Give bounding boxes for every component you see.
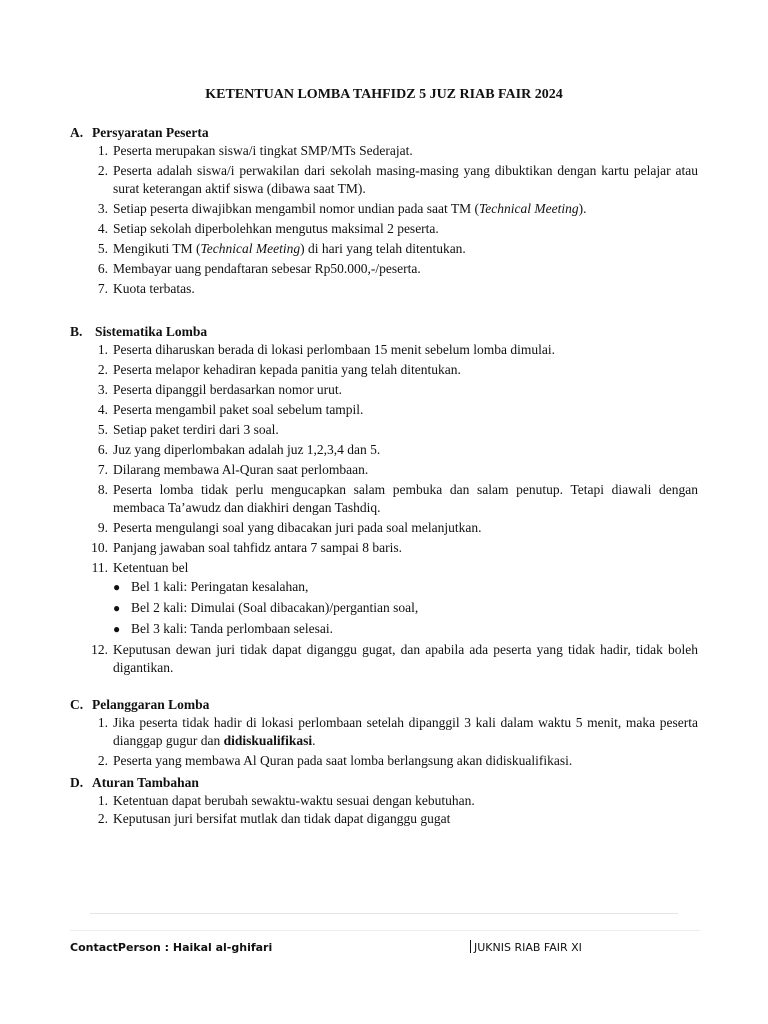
section-heading: D. Aturan Tambahan: [70, 775, 199, 790]
list-item: 4. Peserta mengambil paket soal sebelum tampil.: [97, 402, 364, 417]
system-list: [70, 341, 698, 677]
section-heading: A. Persyaratan Peserta: [70, 125, 209, 140]
list-item: 1. Peserta merupakan siswa/i tingkat SMP/MTs Sederajat.: [97, 143, 413, 158]
list-item: 7. Dilarang membawa Al-Quran saat perlombaan.: [97, 462, 369, 477]
bullet-icon: ●: [113, 580, 121, 594]
violation-list: [70, 714, 698, 770]
list-item: 2. Peserta yang membawa Al Quran pada saat lomba berlangsung akan didiskualifikasi.: [97, 753, 573, 768]
list-item: 6. Juz yang diperlombakan adalah juz 1,2,3,4 dan 5.: [97, 442, 381, 457]
list-item: ● Bel 3 kali: Tanda perlombaan selesai.: [113, 621, 333, 636]
section-heading: C. Pelanggaran Lomba: [70, 697, 210, 712]
list-item: 11. Ketentuan bel: [91, 560, 189, 575]
footer-divider: [90, 913, 678, 914]
list-item: 1. Jika peserta tidak hadir di lokasi perlombaan setelah dipanggil 3 kali dalam waktu 5 menit, maka peserta dianggap gugur dan didiskualifikasi.: [97, 715, 698, 748]
footer-contact: ContactPerson : Haikal al-ghifari: [70, 941, 273, 954]
footer-divider: [70, 930, 700, 931]
footer-doc-label: JUKNIS RIAB FAIR XI: [470, 940, 582, 954]
list-item: 10. Panjang jawaban soal tahfidz antara 7 sampai 8 baris.: [91, 540, 403, 555]
list-item: 2. Peserta adalah siswa/i perwakilan dari sekolah masing-masing yang dibuktikan dengan kartu pelajar atau surat keterangan aktif siswa (dibawa saat TM).: [97, 163, 698, 196]
separator-bar: [470, 940, 471, 953]
list-item: 4. Setiap sekolah diperbolehkan mengutus maksimal 2 peserta.: [97, 221, 439, 236]
section-heading: B. Sistematika Lomba: [70, 324, 208, 339]
list-item: 1. Peserta diharuskan berada di lokasi perlombaan 15 menit sebelum lomba dimulai.: [97, 342, 556, 357]
requirements-list: [70, 142, 698, 298]
document-title: KETENTUAN LOMBA TAHFIDZ 5 JUZ RIAB FAIR 2024: [205, 87, 563, 102]
bell-list: [113, 577, 698, 641]
list-item: 12. Keputusan dewan juri tidak dapat diganggu gugat, dan apabila ada peserta yang tidak hadir, tidak boleh digantikan.: [91, 642, 698, 675]
list-item: ● Bel 1 kali: Peringatan kesalahan,: [113, 579, 309, 594]
list-item: 5. Mengikuti TM (Technical Meeting) di hari yang telah ditentukan.: [97, 241, 466, 256]
bullet-icon: ●: [113, 601, 121, 615]
list-item: 2. Keputusan juri bersifat mutlak dan tidak dapat diganggu gugat: [97, 811, 451, 826]
list-item: 8. Peserta lomba tidak perlu mengucapkan salam pembuka dan salam penutup. Tetapi diawali dengan membaca Ta’awudz dan diakhiri dengan Tashdiq.: [97, 482, 698, 515]
section-b: [70, 323, 698, 679]
list-item: 3. Setiap peserta diwajibkan mengambil nomor undian pada saat TM (Technical Meeting).: [97, 201, 587, 216]
section-c: [70, 696, 698, 772]
list-item: 3. Peserta dipanggil berdasarkan nomor urut.: [97, 382, 343, 397]
list-item: 2. Peserta melapor kehadiran kepada panitia yang telah ditentukan.: [97, 362, 461, 377]
list-item: 6. Membayar uang pendaftaran sebesar Rp50.000,-/peserta.: [97, 261, 421, 276]
additional-rules-list: [70, 792, 698, 828]
bell-rules: [70, 577, 698, 641]
list-item: 5. Setiap paket terdiri dari 3 soal.: [97, 422, 279, 437]
bullet-icon: ●: [113, 622, 121, 636]
list-item: 9. Peserta mengulangi soal yang dibacakan juri pada soal melanjutkan.: [97, 520, 482, 535]
list-item: 1. Ketentuan dapat berubah sewaktu-waktu sesuai dengan kebutuhan.: [97, 793, 475, 808]
list-item: 7. Kuota terbatas.: [97, 281, 195, 296]
list-item: ● Bel 2 kali: Dimulai (Soal dibacakan)/pergantian soal,: [113, 600, 419, 615]
section-a: [70, 124, 698, 300]
section-d: [70, 774, 698, 830]
